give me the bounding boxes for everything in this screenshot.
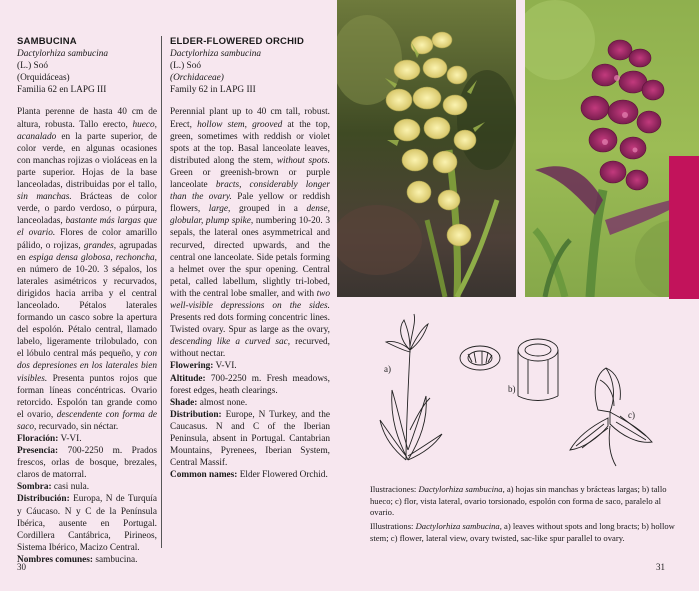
field-label: Distribution:	[170, 409, 222, 420]
label-a: a)	[384, 364, 391, 374]
description-segment: agrupadas en	[17, 240, 157, 263]
caption-spanish	[370, 484, 686, 519]
english-fields	[170, 360, 330, 481]
field-row	[17, 445, 157, 481]
caption-es-lead: Ilustraciones:	[370, 484, 419, 494]
field-row	[17, 493, 157, 553]
description-segment: con dos depresiones en los laterales bien visibles.	[17, 349, 157, 384]
description-segment: recurvado, sin néctar.	[36, 421, 119, 432]
english-author: (L.) Soó	[170, 61, 201, 72]
english-header	[170, 36, 330, 96]
field-label: Presencia:	[17, 446, 59, 457]
illustration-a-plant	[380, 314, 442, 460]
description-segment: at the top, green, sometimes with reddish or violet spots at the top. Basal lanceolate leaves, distributed along the stem,	[170, 119, 330, 166]
description-segment: espiga densa globosa, rechoncha,	[28, 252, 157, 263]
english-family-latin: (Orchidaceae)	[170, 73, 224, 84]
english-title: ELDER-FLOWERED ORCHID	[170, 36, 305, 47]
accent-tab	[669, 156, 699, 299]
description-segment: without spots.	[276, 155, 330, 166]
description-segment: hollow stem, grooved	[197, 119, 283, 130]
field-row	[17, 554, 157, 566]
field-value: Elder Flowered Orchid.	[237, 470, 328, 481]
field-value: sambucina.	[93, 554, 138, 565]
description-segment: hueco, acanalado	[17, 119, 157, 142]
field-row	[17, 481, 157, 493]
description-segment: Brácteas de color verde, o pardo verdoso, o púrpura, lanceoladas,	[17, 192, 157, 227]
field-row	[170, 409, 330, 469]
description-segment: Flores de color amarillo pálido, o rojizas,	[17, 228, 157, 251]
illustration-drawings	[370, 310, 670, 470]
description-segment: descendente con forma de saco,	[17, 409, 157, 432]
field-value: 700-2250 m. Prados frescos, orlas de bosque, brezales, claros de matorral.	[17, 446, 157, 481]
field-row	[170, 373, 330, 397]
left-page	[0, 0, 344, 591]
field-row	[170, 469, 330, 481]
english-column	[170, 36, 330, 481]
caption-en-species: Dactylorhiza sambucina	[415, 521, 500, 531]
field-value: Europe, N Turkey, and the Caucasus. N and C of the Iberian Peninsula, absent in Portugal. Cantabrian Mountains, Pyrenees, Iberian System, Central Massif.	[170, 409, 330, 469]
column-divider	[161, 36, 162, 548]
field-value: casi nula.	[51, 482, 90, 493]
spanish-body	[17, 106, 157, 566]
label-b: b)	[508, 384, 516, 394]
description-segment: Pale yellow or reddish flowers,	[170, 192, 330, 215]
description-segment: grandes,	[83, 240, 117, 251]
description-segment: Presenta puntos rojos que forman líneas concéntricas. Ovario retorcido. Espolón tan grande como el ovario,	[17, 373, 157, 420]
description-segment: descending like a curved sac,	[170, 337, 291, 348]
field-value: V-VI.	[58, 434, 82, 444]
field-value: 700-2250 m. Fresh meadows, forest edges, heath clearings.	[170, 373, 330, 396]
description-segment: dense, globular, plump spike,	[170, 204, 330, 227]
page-number-left: 30	[17, 562, 26, 572]
field-value: V-VI.	[213, 361, 237, 372]
yellow-orchid-image	[337, 0, 516, 297]
description-segment: Green or greenish-brown or purple lanceolate	[170, 167, 330, 191]
description-segment: en la parte superior, de color verde, en algunas ocasiones con manchas rojizas o violáceas en la parte superior. Hojas de la base lanceoladas, distribuidas por el tallo,	[17, 131, 157, 191]
caption-es-rest: , a) hojas sin manchas y brácteas largas; b) tallo hueco; c) flor, vista lateral, ovario torsionado, espolón con forma de saco, paralelo al ovario.	[370, 484, 667, 518]
description-segment: Presents red dots forming concentric lines. Twisted ovary. Spur as large as the ovary,	[170, 313, 330, 336]
spanish-latin-name: Dactylorhiza sambucina	[17, 49, 108, 60]
field-value: almost none.	[197, 397, 248, 408]
field-row	[170, 360, 330, 372]
field-row	[17, 433, 157, 445]
page-number-right: 31	[656, 562, 665, 572]
spanish-header	[17, 36, 157, 96]
description-segment: Perennial plant up to 40 cm tall, robust. Erect,	[170, 107, 330, 130]
field-value: Europa, N de Turquía y Cáucaso. N y C de la Península Ibérica, ausente en Portugal. Cordillera Cantábrica, Pirineos, Sistema Ibérico, Macizo Central.	[17, 494, 157, 553]
description-segment: sin manchas.	[17, 192, 72, 203]
description-segment: grouped in a	[230, 204, 307, 215]
photo-yellow-orchid	[337, 0, 516, 297]
label-c: c)	[628, 410, 635, 420]
spanish-column	[17, 36, 157, 566]
caption-es-species: Dactylorhiza sambucina	[418, 484, 503, 494]
spanish-title: SAMBUCINA	[17, 36, 77, 47]
english-latin-name: Dactylorhiza sambucina	[170, 49, 261, 60]
spanish-family-ref: Familia 62 en LAPG III	[17, 85, 107, 96]
spanish-family-latin: (Orquidáceas)	[17, 73, 70, 84]
field-label: Sombra:	[17, 482, 52, 493]
field-label: Flowering:	[170, 361, 214, 372]
spanish-fields	[17, 433, 157, 566]
english-body	[170, 106, 330, 481]
botanical-illustrations	[370, 310, 670, 470]
description-segment: bracts, considerably longer than the ovary.	[170, 180, 330, 203]
caption-english	[370, 521, 686, 544]
caption-en-rest: , a) leaves without spots and long bracts; b) hollow stem; c) flower, lateral view, ovary twisted, sac-like spur parallel to ovary.	[370, 521, 675, 543]
description-segment: bastante más largas que el ovario.	[17, 216, 157, 239]
field-label: Common names:	[170, 470, 238, 481]
illustration-c-flower	[570, 368, 652, 466]
description-segment: recurved, without nectar.	[170, 337, 330, 360]
spanish-author: (L.) Soó	[17, 61, 48, 72]
field-label: Floración:	[17, 434, 59, 444]
caption-en-lead: Illustrations:	[370, 521, 416, 531]
field-label: Altitude:	[170, 373, 206, 384]
field-row	[170, 397, 330, 409]
description-segment: two well-visible depressions on the sides.	[170, 288, 330, 311]
field-label: Distribución:	[17, 494, 70, 505]
field-label: Nombres comunes:	[17, 554, 94, 565]
description-segment: Planta perenne de hasta 40 cm de altura, robusta. Tallo erecto,	[17, 107, 157, 130]
english-description	[170, 106, 330, 360]
spanish-description	[17, 106, 157, 433]
description-segment: large,	[208, 204, 231, 215]
english-family-ref: Family 62 in LAPG III	[170, 85, 256, 96]
field-label: Shade:	[170, 397, 198, 408]
description-segment: en número de 10-20. 3 sépalos, los laterales asimétricos y recurvados, dirigidos hacia arriba y el central lanceolado. Pétalos laterales formando un casco sobre la apertura del espolón. Pétalo central, llamado labelo, ligeramente trilobulado, con el lóbulo central más pequeño, y	[17, 264, 157, 360]
description-segment: numbering 10-20. 3 sepals, the lateral ones asymmetrical and recurved, directed upwards, and the central one lanceolate. Side petals forming a helmet over the spur opening. Central petal, called labellum, slightly tri-lobed, with the central lobe smaller, and with	[170, 216, 330, 299]
